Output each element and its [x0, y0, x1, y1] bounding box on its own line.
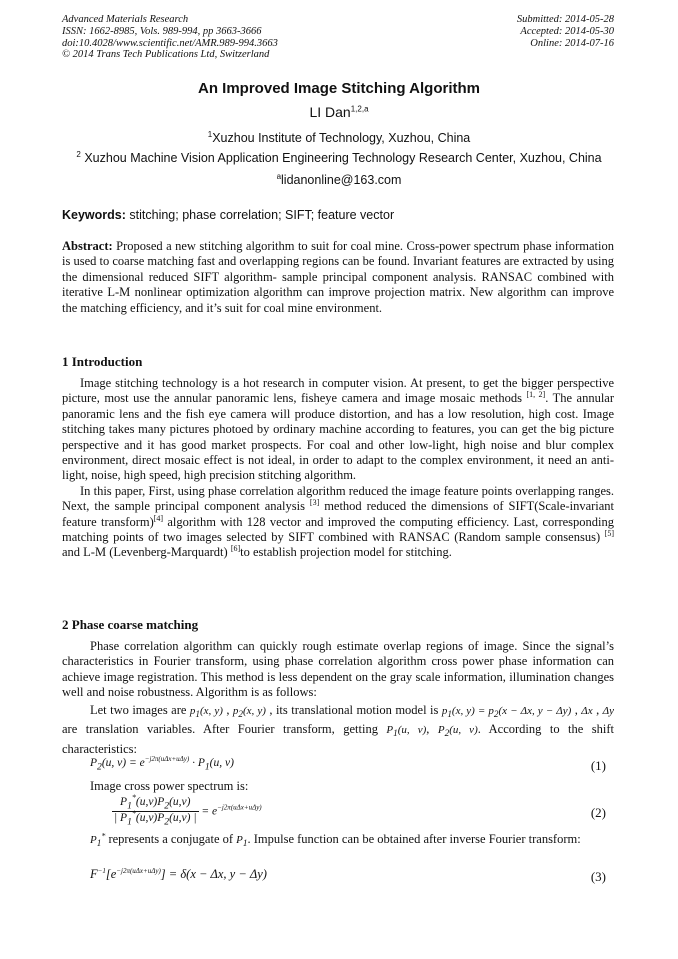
journal-issn: ISSN: 1662-8985, Vols. 989-994, pp 3663-3666	[62, 25, 262, 37]
accepted-date: Accepted: 2014-05-30	[520, 25, 614, 37]
keywords-text: stitching; phase correlation; SIFT; feature vector	[129, 208, 395, 222]
abstract-text: Proposed a new stitching algorithm to suit for coal mine. Cross-power spectrum phase information is used to coarse matching fast and overlapping regions can be found. Invariant features are extracted by using the dimensional reduced SIFT algorithm- sample principal component analysis. RANSAC combined with iterative L-M nonlinear optimization algorithm can improve projection matrix. New algorithm can improve the matching efficiency, and it’s suit for coal mine environment.	[62, 239, 615, 315]
journal-info	[62, 14, 278, 61]
equation-3-number: (3)	[590, 869, 606, 884]
intro-paragraph-1: Image stitching technology is a hot research in computer vision. At present, to get the bigger perspective picture, most use the annular panoramic lens, fisheye camera and image mosaic methods [1, 2]. The annular panoramic lens and the fish eye camera will produce distortion, and has a low resolution, high cost. Image stitching takes many pictures photoed by ordinary machine according to features, you can get the big picture perspective and it has good market prospects. For coal and other low-light, high noise and blur complex environment, direct mosaic effect is not ideal, in order to adapt to the complex environment, it need an anti-light, noise, high speed, high precision stitching algorithm.	[62, 376, 614, 483]
abstract-label: Abstract:	[62, 239, 113, 253]
journal-doi: doi:10.4028/www.scientific.net/AMR.989-994.3663	[62, 37, 278, 49]
author-line	[0, 104, 678, 120]
online-date: Online: 2014-07-16	[530, 37, 614, 49]
section-2-body	[62, 639, 614, 757]
keywords	[62, 208, 614, 222]
intro-paragraph-2: In this paper, First, using phase correlation algorithm reduced the image feature points overlapping ranges. Next, the sample principal component analysis [3] method reduced the dimensions of SIFT(Scale-invariant feature transform)[4] algorithm with 128 vector and improved the computing efficiency. Last, corresponding matching points of two images selected by SIFT combined with RANSAC (Random sample consensus) [5] and L-M (Levenberg-Marquardt) [6]to establish projection model for stitching.	[62, 483, 615, 560]
equation-1-number: (1)	[590, 758, 606, 773]
author-name: LI Dan	[309, 104, 351, 120]
affiliation-1: $^1$Xuzhou Institute of Technology, Xuzhou, China	[207, 129, 471, 145]
section-1-body	[62, 376, 614, 561]
phase-paragraph-1: Phase correlation algorithm can quickly rough estimate overlap regions of image. Since the signal’s characteristics in Fourier transform, using phase correlation algorithm cross power phase information can achieve image registration. This method is less dependent on the gray scale information, illumination changes well and noise robustness. Algorithm is as follows:	[62, 639, 614, 700]
author-sup: 1,2,a	[350, 104, 369, 114]
equation-1: $P_2(u$, $v) = e^{-j2\pi(u\Delta x+u\Delta y)} \cdot P_1(u$, v)	[90, 755, 234, 773]
section-2-heading: 2 Phase coarse matching	[62, 617, 199, 632]
cross-power-spectrum-label: Image cross power spectrum is:	[90, 779, 249, 793]
phase-paragraph-2: Let two images are $p_1(x$, y) , $p_2(x$, y) , its translational motion model is $p_1(x$, $y) = p_2(x - \Delta x$, y − Δy) , Δx , Δy are translation variables. After Fourier transform, getting $P_1(u$, v), $P_2(u$, v). According to the shift characteristics:	[62, 702, 614, 756]
author-email: $^a$lidanonline@163.com	[276, 171, 402, 187]
affiliation-2: $^2$ Xuzhou Machine Vision Application Engineering Technology Research Center, Xuzhou, China	[76, 149, 602, 165]
submitted-date: Submitted: 2014-05-28	[516, 14, 614, 25]
publication-dates	[517, 14, 614, 49]
abstract	[62, 239, 614, 316]
keywords-label: Keywords:	[62, 208, 126, 222]
section-1-heading: 1 Introduction	[62, 354, 143, 369]
journal-copyright: © 2014 Trans Tech Publications Ltd, Switzerland	[62, 49, 270, 61]
equation-2: $\frac{P_1^*(u,v)P_2(u,v)}{| P_1^*(u,v)P_2(u,v) |}$ = $e^{-j2\pi(u\Delta x+u\Delta y)}$	[114, 793, 262, 828]
journal-name: Advanced Materials Research	[62, 14, 189, 25]
equation-3: $F^{-1}[e^{-j2\pi(u\Delta x+u\Delta y)}] = \delta(x - \Delta x$, y − Δy)	[90, 866, 267, 881]
paper-title: An Improved Image Stitching Algorithm	[198, 80, 480, 97]
equation-2-number: (2)	[590, 805, 606, 820]
conjugate-paragraph: $P_1^*$ represents a conjugate of $P_1$. Impulse function can be obtained after inverse Fourier transform:	[90, 831, 581, 849]
